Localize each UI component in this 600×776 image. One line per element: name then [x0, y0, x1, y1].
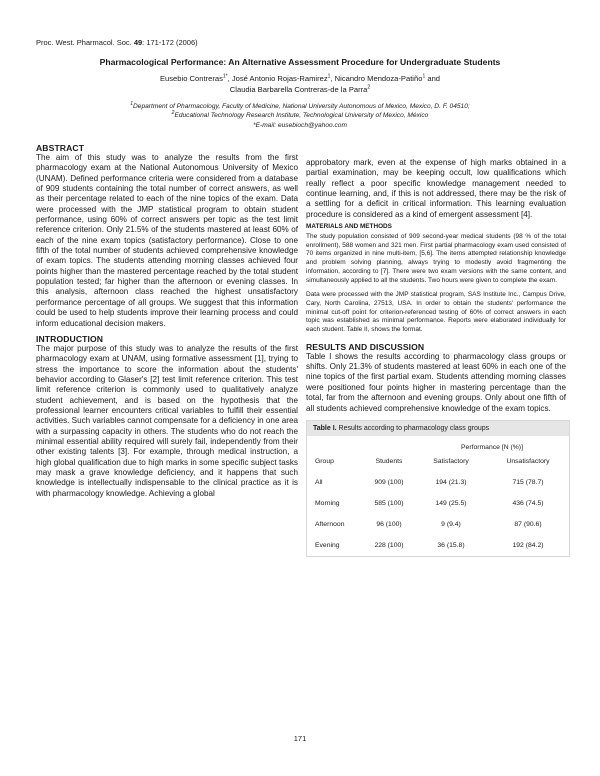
author-and: and [425, 74, 441, 83]
journal-name: Proc. West. Pharmacol. Soc. [36, 38, 132, 47]
results-table [306, 420, 570, 557]
row-students: 585 (100) [374, 499, 404, 507]
author-1: Eusebio Contreras [159, 74, 223, 83]
affiliation-2-mark: 2 [171, 110, 175, 117]
row-satisfactory: 36 (15.8) [437, 541, 465, 549]
author-1-mark: 1* [222, 73, 228, 80]
table-header-row-1 [307, 436, 569, 451]
author-list [36, 73, 564, 95]
journal-volume: 49 [133, 38, 143, 47]
row-satisfactory: 149 (25.5) [435, 499, 467, 507]
left-column [36, 143, 298, 499]
introduction-text: The major purpose of this study was to analyze the results of the first pharmacology exam at UNAM, using formative assessment [1], trying to stress the importance to score the information about the students' behavior according to Glaser's [2] test limit reference criterion. This test limit reference criterion is commonly used to qualitatively analyze student achievement, and is based on the hypothesis that the professional learner encounters critical variables to fulfill their essential activities. Such variables cannot compensate for a deficiency in one area with a surpassing capacity in others. The students who do not reach the minimal essential ability required will surely fail, independently from their other existing talents [3]. For example, through medical instruction, a high global qualification due to high marks in some specific subject tasks may mask a grave knowledge deficiency, and it happens that such knowledge is intellectually indispensable to the clinical practice as it is with pharmacology knowledge. Achieving a global [36, 343, 298, 498]
methods-paragraph-1: The study population consisted of 909 second-year medical students (98 % of the total enrollment), 588 women and 321 men. First partial pharmacology exam used consisted of 70 items organized in nine multi-item, [5,6]. The items attempted relationship knowledge and problem solving planning, always trying to modestly avoid fragmenting the information, according to [7]. There were two exam versions with the same content, and simultaneously applied to all the students. Two hours were given to complete the exam. [306, 233, 566, 284]
methods-heading: MATERIALS AND METHODS [306, 223, 392, 231]
performance-header: Performance [N (%)] [461, 443, 523, 451]
row-satisfactory: 194 (21.3) [435, 478, 467, 486]
abstract-heading: ABSTRACT [36, 143, 85, 153]
journal-pages: : 171-172 (2006) [142, 38, 198, 47]
author-4-mark: 2 [367, 84, 371, 91]
col-group-header: Group [315, 457, 334, 465]
table-caption [307, 421, 569, 436]
right-column [306, 158, 566, 557]
row-unsatisfactory: 192 (84.2) [512, 541, 544, 549]
row-group: Afternoon [315, 520, 345, 528]
introduction-heading: INTRODUCTION [36, 333, 104, 344]
results-heading: RESULTS AND DISCUSSION [306, 341, 425, 352]
row-students: 96 (100) [376, 520, 402, 528]
row-group: Morning [315, 499, 340, 507]
corresponding-email: *E-mail: eusebioch@yahoo.com [253, 121, 347, 129]
methods-paragraph-2: Data were processed with the JMP statistical program, SAS Institute Inc., Campus Drive, Cary, North Carolina, 27513, USA. In order to obtain the students' performance the minimal cut-off point for criterion-referenced testing of 60% of correct answers in each topic was established as minimal performance. Reports were elaborated individually for each student. Table II, shows the format. [306, 291, 566, 334]
row-unsatisfactory: 715 (78.7) [512, 478, 544, 486]
affiliation-1-mark: 1 [130, 100, 134, 107]
row-students: 228 (100) [374, 541, 404, 549]
row-unsatisfactory: 436 (74.5) [512, 499, 544, 507]
author-2: , José Antonio Rojas-Ramirez [227, 74, 328, 83]
row-unsatisfactory: 87 (90.6) [514, 520, 542, 528]
author-3: , Nicandro Mendoza-Patiño [330, 74, 423, 83]
paper-title: Pharmacological Performance: An Alternative Assessment Procedure for Undergraduate Students [99, 57, 501, 67]
affiliation-1: Department of Pharmacology, Faculty of Medicine, National University Autonomous of Mexico, Mexico, D. F. 04510; [133, 103, 470, 110]
affiliations [36, 102, 564, 130]
table-row [307, 535, 569, 556]
author-2-mark: 1 [327, 73, 331, 80]
author-4: Claudia Barbarella Contreras-de la Parra [229, 85, 368, 94]
col-unsatisfactory-header: Unsatisfactory [506, 457, 550, 465]
results-text: Table I shows the results according to pharmacology class groups or shifts. Only 21.3% of students mastered at least 60% in each one of the nine topics of the first partial exam. Students attending morning classes were positioned four points higher in mastering percentage than the total, far from the afternoon and evening groups. Only about one fifth of all students achieved comprehensive knowledge of the exam topics. [306, 351, 566, 413]
author-3-mark: 1 [422, 73, 426, 80]
row-group: All [315, 478, 323, 486]
row-group: Evening [315, 541, 340, 549]
affiliation-2: Educational Technology Research Institute, Technological University of Mexico, México [174, 112, 429, 120]
page-number: 171 [293, 734, 307, 743]
table-row [307, 493, 569, 514]
abstract-text: The aim of this study was to analyze the results from the first pharmacology exam at the National Autonomous University of Mexico (UNAM). Defined performance criteria were considered from a database of 909 students containing the total number of correct answers, as well as their percentage related to each of the nine topics of the exam. Data were processed with the JMP statistical program to obtain student performance, using 60% of correct answers per topic as the test limit reference criterion. Only 21.5% of the students mastered at least 60% of each of the nine exam topics (satisfactory performance). Close to one fifth of the total number of students achieved comprehensive knowledge of exam topics. The students attending morning classes achieved four points higher than the mastered percentage reached by the total student population tested; far higher than the afternoon or evening classes. In this analysis, afternoon class reached the highest unsatisfactory performance percentage of all groups. We suggest that this information could be used to help students improve their learning process and could inform educational decision makers. [36, 153, 298, 328]
col-satisfactory-header: Satisfactory [433, 457, 469, 465]
row-satisfactory: 9 (9.4) [441, 520, 461, 528]
results-data-table [307, 436, 569, 556]
table-caption-label: Table I. [313, 424, 337, 432]
row-students: 909 (100) [374, 478, 404, 486]
table-row [307, 472, 569, 493]
introduction-text-continued: approbatory mark, even at the expense of high marks obtained in a partial examination, may be keeping occult, low qualifications which really reflect a poor specific knowledge management needed to continue learning, and, if this is not addressed, there may be the risk of a settling for a deficit in critical information. This learning evaluation procedure is considered as a kind of emergent assessment [4]. [306, 158, 566, 219]
table-row [307, 514, 569, 535]
running-head [36, 38, 198, 47]
col-students-header: Students [375, 457, 403, 465]
table-header-row-2 [307, 451, 569, 472]
table-caption-text: Results according to pharmacology class groups [336, 424, 490, 432]
